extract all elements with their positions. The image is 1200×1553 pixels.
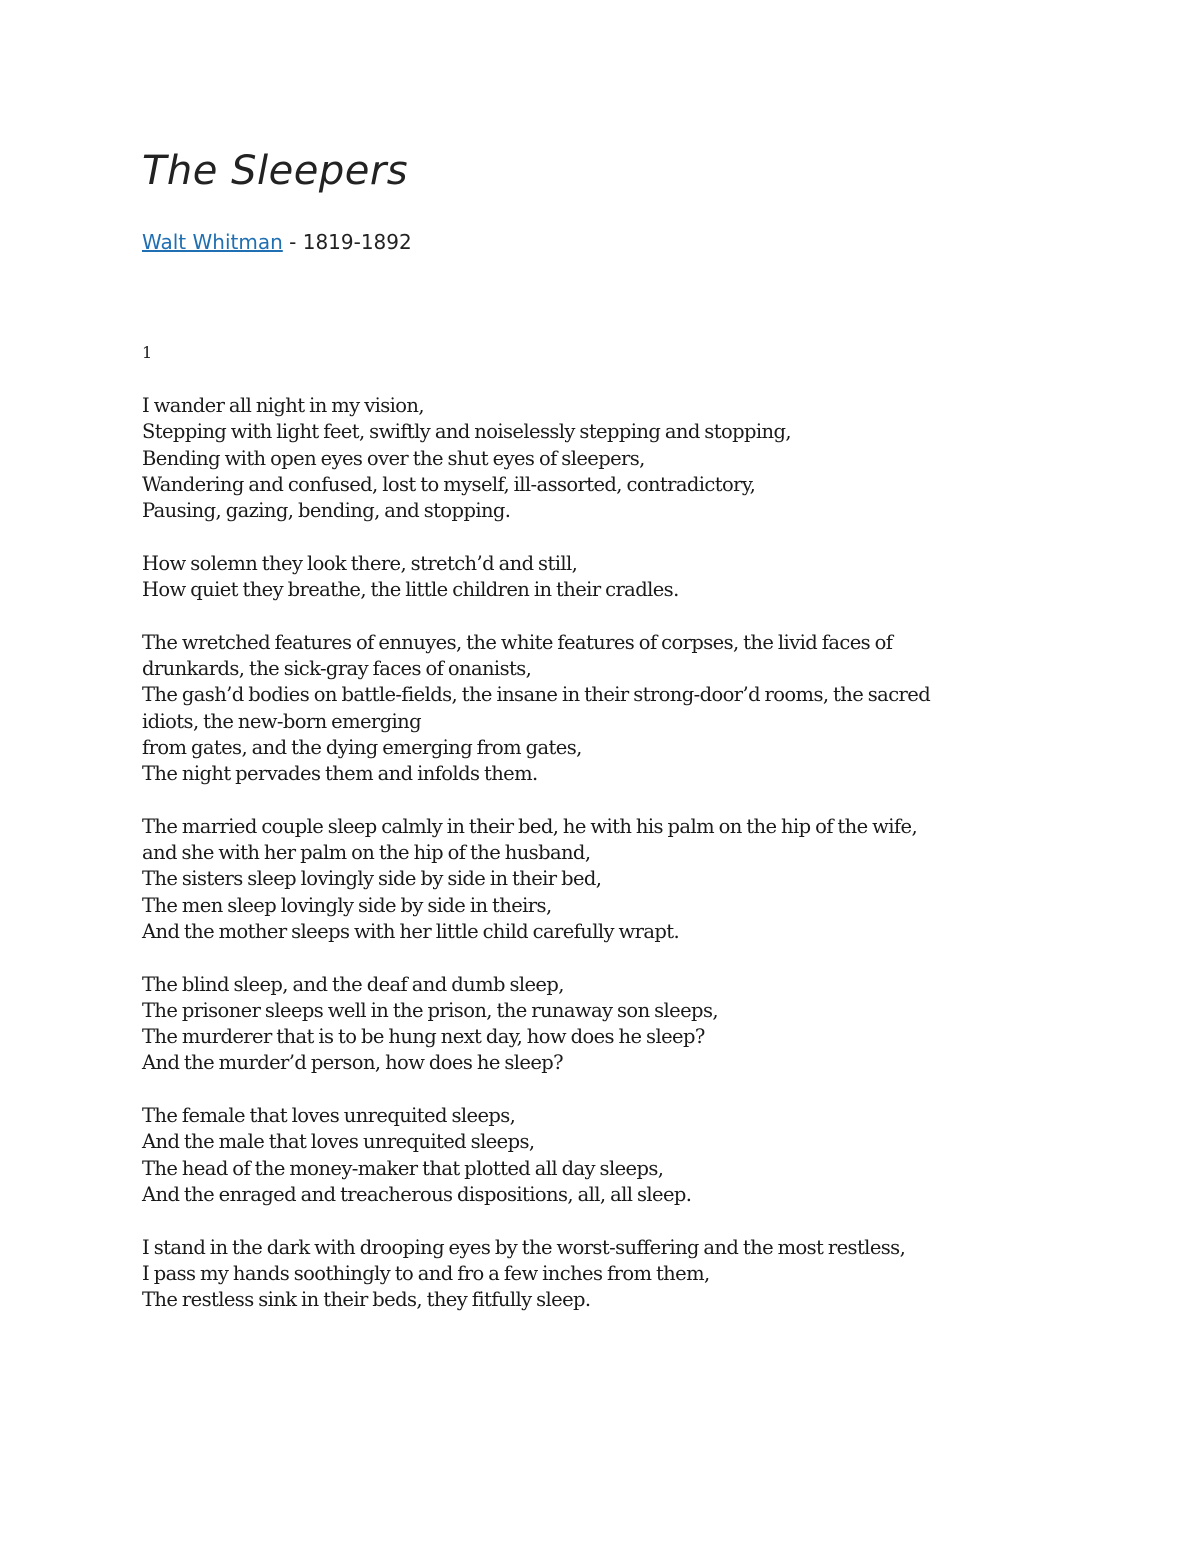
poem-line: The restless sink in their beds, they fitfully sleep.: [142, 1288, 591, 1312]
poem-title: The Sleepers: [142, 148, 409, 194]
poem-line: idiots, the new-born emerging: [142, 709, 422, 733]
author-dates: - 1819-1892: [282, 230, 412, 254]
section-number: 1: [142, 343, 153, 362]
poem-body: [142, 393, 1072, 1340]
poem-line: Pausing, gazing, bending, and stopping.: [142, 499, 511, 523]
poem-line: And the mother sleeps with her little child carefully wrapt.: [142, 919, 680, 943]
poem-line: And the male that loves unrequited sleeps,: [142, 1130, 535, 1154]
stanza: [142, 814, 1072, 945]
stanza: [142, 630, 1072, 788]
poem-line: The head of the money-maker that plotted all day sleeps,: [142, 1156, 664, 1180]
poem-line: from gates, and the dying emerging from gates,: [142, 735, 582, 759]
poem-line: The gash’d bodies on battle-fields, the insane in their strong-door’d rooms, the sacred: [142, 683, 931, 707]
poem-line: Wandering and confused, lost to myself, ill-assorted, contradictory,: [142, 472, 756, 496]
poem-line: The female that loves unrequited sleeps,: [142, 1104, 516, 1128]
poem-line: drunkards, the sick-gray faces of onanists,: [142, 656, 532, 680]
poem-line: And the enraged and treacherous dispositions, all, all sleep.: [142, 1182, 692, 1206]
poem-line: and she with her palm on the hip of the husband,: [142, 841, 591, 865]
author-link[interactable]: Walt Whitman: [142, 230, 283, 254]
poem-line: The men sleep lovingly side by side in theirs,: [142, 893, 552, 917]
stanza: [142, 972, 1072, 1077]
poem-line: How solemn they look there, stretch’d and still,: [142, 551, 578, 575]
poem-line: The prisoner sleeps well in the prison, the runaway son sleeps,: [142, 998, 718, 1022]
byline: [142, 227, 412, 257]
poem-line: The wretched features of ennuyes, the white features of corpses, the livid faces of: [142, 630, 893, 654]
stanza: [142, 551, 1072, 604]
poem-line: The sisters sleep lovingly side by side in their bed,: [142, 867, 602, 891]
stanza: [142, 1235, 1072, 1314]
stanza: [142, 1103, 1072, 1208]
poem-line: Stepping with light feet, swiftly and noiselessly stepping and stopping,: [142, 420, 791, 444]
poem-line: And the murder’d person, how does he sleep?: [142, 1051, 564, 1075]
stanza: [142, 393, 1072, 524]
poem-line: The night pervades them and infolds them.: [142, 762, 538, 786]
poem-line: I wander all night in my vision,: [142, 394, 424, 417]
poem-line: How quiet they breathe, the little children in their cradles.: [142, 578, 679, 602]
poem-line: The blind sleep, and the deaf and dumb sleep,: [142, 972, 564, 996]
poem-line: The murderer that is to be hung next day, how does he sleep?: [142, 1025, 705, 1049]
poem-line: Bending with open eyes over the shut eyes of sleepers,: [142, 446, 645, 470]
poem-line: I pass my hands soothingly to and fro a few inches from them,: [142, 1261, 710, 1285]
poem-line: I stand in the dark with drooping eyes by the worst-suffering and the most restless,: [142, 1235, 906, 1259]
poem-line: The married couple sleep calmly in their bed, he with his palm on the hip of the wife,: [142, 814, 918, 838]
